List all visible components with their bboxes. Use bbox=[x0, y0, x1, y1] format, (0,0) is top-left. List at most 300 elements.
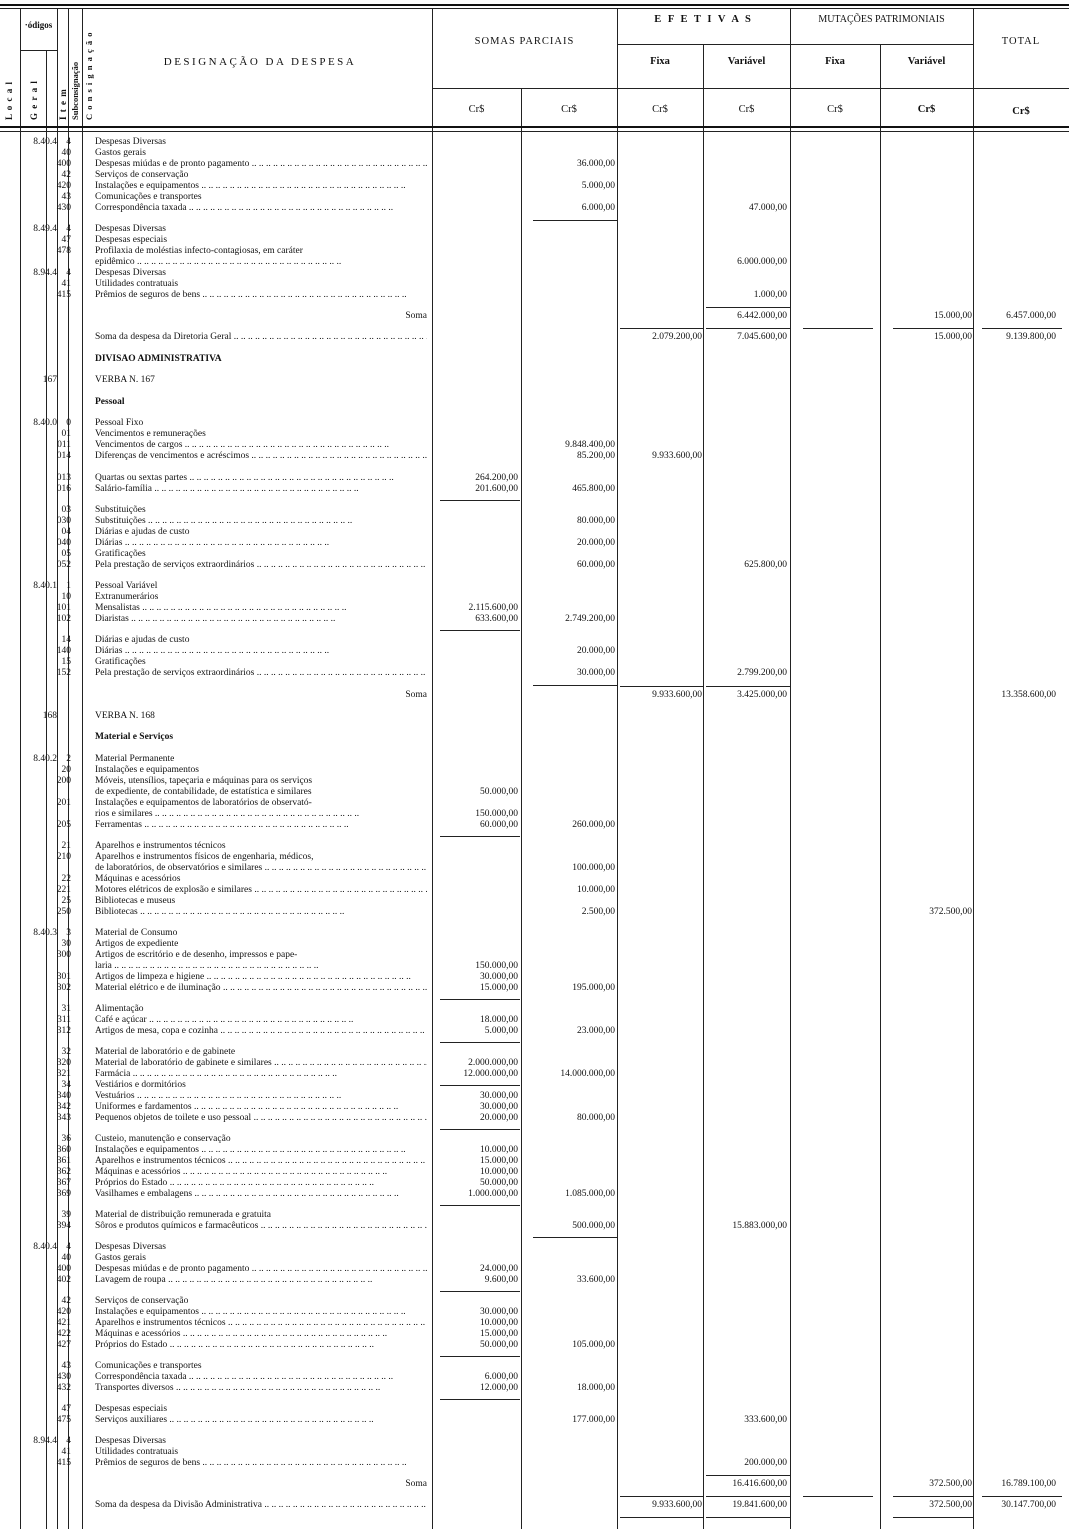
budget-row bbox=[0, 603, 1069, 614]
efetivas-variavel-value: 6.000.000,00 bbox=[737, 257, 787, 267]
budget-row bbox=[0, 257, 1069, 268]
budget-row bbox=[0, 1069, 1069, 1080]
designation: Próprios do Estado .. .. bbox=[95, 1340, 427, 1351]
mutacoes-fixa-header: Fixa bbox=[825, 56, 845, 67]
partial-sum-1: 201.600,00 bbox=[475, 484, 518, 494]
designation: Pela prestação de serviços extraordinários .. .. bbox=[95, 560, 427, 571]
partial-sum-1: 15.000,00 bbox=[480, 1329, 518, 1339]
subtotal-rule bbox=[440, 1291, 520, 1292]
designation: Material elétrico e de iluminação .. .. bbox=[95, 983, 427, 994]
subtotal-rule bbox=[533, 685, 617, 686]
code: 201 bbox=[56, 798, 71, 808]
code: 01 bbox=[61, 429, 71, 439]
budget-row bbox=[0, 1404, 1069, 1415]
budget-row bbox=[0, 754, 1069, 765]
code: 05 bbox=[61, 549, 71, 559]
budget-row bbox=[0, 1296, 1069, 1307]
partial-sum-1: 50.000,00 bbox=[480, 787, 518, 797]
partial-sum-2: 260.000,00 bbox=[572, 820, 615, 830]
designation: Artigos de mesa, copa e cozinha .. .. bbox=[95, 1026, 427, 1037]
partial-sum-2: 195.000,00 bbox=[572, 983, 615, 993]
designation: Despesas Diversas bbox=[95, 1242, 166, 1252]
budget-row bbox=[0, 1058, 1069, 1069]
budget-row bbox=[0, 1091, 1069, 1102]
subtotal-rule bbox=[533, 1237, 617, 1238]
partial-sum-1: 50.000,00 bbox=[480, 1178, 518, 1188]
partial-sum-1: 9.600,00 bbox=[484, 1275, 518, 1285]
code: 402 bbox=[56, 1275, 71, 1285]
designation: Serviços auxiliares .. .. bbox=[95, 1415, 427, 1426]
designation: Pessoal bbox=[95, 397, 125, 407]
designation: Diárias .. .. bbox=[95, 646, 427, 657]
designation: Correspondência taxada .. .. bbox=[95, 1372, 427, 1383]
subtotal-rule bbox=[620, 328, 703, 329]
designation: Instalações e equipamentos .. .. bbox=[95, 1145, 427, 1156]
designation: Aparelhos e instrumentos técnicos bbox=[95, 841, 226, 851]
code: 0 bbox=[66, 418, 71, 428]
subtotal-rule bbox=[706, 1517, 790, 1518]
budget-row bbox=[0, 863, 1069, 874]
designation: Despesas Diversas bbox=[95, 1436, 166, 1446]
code: 369 bbox=[56, 1189, 71, 1199]
designation: Diárias .. .. bbox=[95, 538, 427, 549]
budget-row bbox=[0, 429, 1069, 440]
budget-row bbox=[0, 159, 1069, 170]
top-border-thin bbox=[0, 8, 1069, 9]
code: 312 bbox=[56, 1026, 71, 1036]
subtotal-rule bbox=[706, 1475, 790, 1476]
code: 4 bbox=[66, 224, 71, 234]
partial-sum-2: 33.600,00 bbox=[577, 1275, 615, 1285]
partial-sum-1: 264.200,00 bbox=[475, 473, 518, 483]
designation: Comunicações e transportes bbox=[95, 192, 202, 202]
consignacao-header: C o n s i g n a ç ã o bbox=[84, 31, 94, 120]
code: 430 bbox=[56, 203, 71, 213]
budget-row bbox=[0, 961, 1069, 972]
budget-row bbox=[0, 440, 1069, 451]
designation: Material e Serviços bbox=[95, 732, 174, 742]
budget-row bbox=[0, 418, 1069, 429]
code: 342 bbox=[56, 1102, 71, 1112]
subtotal-rule bbox=[893, 328, 973, 329]
budget-row bbox=[0, 765, 1069, 776]
mutacoes-variavel-value: 372.500,00 bbox=[929, 907, 972, 917]
efetivas-variavel-value: 333.600,00 bbox=[744, 1415, 787, 1425]
subtotal-rule bbox=[440, 500, 520, 501]
designation: Pessoal Variável bbox=[95, 581, 158, 591]
designation: Gastos gerais bbox=[95, 1253, 146, 1263]
local-header: L o c a l bbox=[4, 80, 14, 120]
code: 3 bbox=[66, 928, 71, 938]
partial-sum-2: 105.000,00 bbox=[572, 1340, 615, 1350]
code: 21 bbox=[61, 841, 71, 851]
budget-row bbox=[0, 1167, 1069, 1178]
budget-row bbox=[0, 787, 1069, 798]
subtotal-rule bbox=[893, 1517, 973, 1518]
designation: Gratificações bbox=[95, 549, 146, 559]
designation: Material de laboratório de gabinete e similares .. .. bbox=[95, 1058, 427, 1069]
budget-row bbox=[0, 874, 1069, 885]
designation: Substituições bbox=[95, 505, 146, 515]
designation: Gastos gerais bbox=[95, 148, 146, 158]
budget-row bbox=[0, 1221, 1069, 1232]
designation: Vasilhames e embalagens .. .. bbox=[95, 1189, 427, 1200]
efetivas-variavel-value: 2.799.200,00 bbox=[737, 668, 787, 678]
code: 4 bbox=[66, 268, 71, 278]
efetivas-variavel-value: 3.425.000,00 bbox=[737, 690, 787, 700]
code: 422 bbox=[56, 1329, 71, 1339]
currency-header: Cr$ bbox=[652, 104, 668, 115]
efetivas-variavel-value: 15.883.000,00 bbox=[732, 1221, 787, 1231]
code: 250 bbox=[56, 907, 71, 917]
efetivas-header: E F E T I V A S bbox=[654, 14, 753, 25]
budget-row bbox=[0, 527, 1069, 538]
partial-sum-1: 150.000,00 bbox=[475, 809, 518, 819]
partial-sum-2: 1.085.000,00 bbox=[565, 1189, 615, 1199]
budget-row bbox=[0, 560, 1069, 571]
budget-row bbox=[0, 279, 1069, 290]
code: 040 bbox=[56, 538, 71, 548]
efetivas-fixa-value: 2.079.200,00 bbox=[652, 332, 702, 342]
partial-sum-2: 5.000,00 bbox=[581, 181, 615, 191]
code: 43 bbox=[61, 1361, 71, 1371]
designation: Vencimentos e remunerações bbox=[95, 429, 206, 439]
mutacoes-variavel-value: 372.500,00 bbox=[929, 1479, 972, 1489]
budget-row bbox=[0, 1189, 1069, 1200]
code: 47 bbox=[61, 235, 71, 245]
budget-row bbox=[0, 246, 1069, 257]
code: 41 bbox=[61, 1447, 71, 1457]
designation: Vencimentos de cargos .. .. bbox=[95, 440, 427, 451]
designation: Máquinas e acessórios .. .. bbox=[95, 1329, 427, 1340]
budget-row bbox=[0, 397, 1069, 408]
code: 20 bbox=[61, 765, 71, 775]
code: 4 bbox=[66, 1436, 71, 1446]
code: 200 bbox=[56, 776, 71, 786]
partial-sum-1: 20.000,00 bbox=[480, 1113, 518, 1123]
designation: Instalações e equipamentos bbox=[95, 765, 199, 775]
budget-row bbox=[0, 1210, 1069, 1221]
subtotal-rule bbox=[620, 686, 703, 687]
code: 40 bbox=[61, 148, 71, 158]
code: 140 bbox=[56, 646, 71, 656]
budget-row bbox=[0, 646, 1069, 657]
partial-sum-2: 465.800,00 bbox=[572, 484, 615, 494]
budget-row bbox=[0, 1242, 1069, 1253]
currency-header: Cr$ bbox=[917, 104, 936, 115]
currency-header: Cr$ bbox=[738, 104, 755, 115]
partial-sum-1: 12.000.000,00 bbox=[463, 1069, 518, 1079]
local-code: 8.94.4 bbox=[33, 1436, 57, 1446]
code: 052 bbox=[56, 560, 71, 570]
budget-row bbox=[0, 614, 1069, 625]
budget-row bbox=[0, 1500, 1069, 1511]
budget-row bbox=[0, 451, 1069, 462]
partial-sum-2: 177.000,00 bbox=[572, 1415, 615, 1425]
budget-row bbox=[0, 1156, 1069, 1167]
designation: Uniformes e fardamentos .. .. bbox=[95, 1102, 427, 1113]
designation: Sôros e produtos químicos e farmacêuticos .. .. bbox=[95, 1221, 427, 1232]
designation: Artigos de escritório e de desenho, impressos e pape- bbox=[95, 950, 298, 960]
partial-sum-2: 60.000,00 bbox=[577, 560, 615, 570]
partial-sum-1: 6.000,00 bbox=[484, 1372, 518, 1382]
partial-sum-1: 18.000,00 bbox=[480, 1015, 518, 1025]
item-header: I t e m bbox=[58, 88, 68, 120]
budget-row bbox=[0, 1318, 1069, 1329]
code: 013 bbox=[56, 473, 71, 483]
designation: Utilidades contratuais bbox=[95, 279, 179, 289]
budget-row bbox=[0, 148, 1069, 159]
designation: Vestuários .. .. bbox=[95, 1091, 427, 1102]
efetivas-variavel-value: 19.841.600,00 bbox=[732, 1500, 787, 1510]
partial-sum-2: 14.000.000,00 bbox=[560, 1069, 615, 1079]
partial-sum-2: 30.000,00 bbox=[577, 668, 615, 678]
code: 34 bbox=[61, 1080, 71, 1090]
budget-row bbox=[0, 137, 1069, 148]
code: 420 bbox=[56, 181, 71, 191]
partial-sum-2: 80.000,00 bbox=[577, 516, 615, 526]
code: 420 bbox=[56, 1307, 71, 1317]
efetivas-variavel-value: 16.416.600,00 bbox=[732, 1479, 787, 1489]
designation: Soma da despesa da Divisão Administrativa .. .. bbox=[95, 1500, 427, 1511]
designation: Alimentação bbox=[95, 1004, 144, 1014]
code: 102 bbox=[56, 614, 71, 624]
budget-row bbox=[0, 1015, 1069, 1026]
designation: Substituições .. .. bbox=[95, 516, 427, 527]
partial-sum-2: 500.000,00 bbox=[572, 1221, 615, 1231]
code: 367 bbox=[56, 1178, 71, 1188]
budget-row bbox=[0, 516, 1069, 527]
mutacoes-variavel-value: 15.000,00 bbox=[934, 332, 972, 342]
partial-sum-1: 15.000,00 bbox=[480, 1156, 518, 1166]
designation: laria .. .. bbox=[95, 961, 427, 972]
budget-row bbox=[0, 203, 1069, 214]
partial-sum-2: 6.000,00 bbox=[581, 203, 615, 213]
partial-sum-1: 2.115.600,00 bbox=[468, 603, 518, 613]
local-code: 8.40.0 bbox=[33, 418, 57, 428]
code: 36 bbox=[61, 1134, 71, 1144]
designation: de laboratórios, de observatórios e similares .. .. bbox=[95, 863, 427, 874]
code: 478 bbox=[56, 246, 71, 256]
designation: Despesas Diversas bbox=[95, 268, 166, 278]
designation: Bibliotecas e museus bbox=[95, 896, 176, 906]
subtotal-rule bbox=[893, 1496, 973, 1497]
designation: Aparelhos e instrumentos técnicos .. .. bbox=[95, 1156, 427, 1167]
code: 41 bbox=[61, 279, 71, 289]
budget-row bbox=[0, 1458, 1069, 1469]
code: 301 bbox=[56, 972, 71, 982]
budget-row bbox=[0, 711, 1069, 722]
designation: Mensalistas .. .. bbox=[95, 603, 427, 614]
budget-row bbox=[0, 972, 1069, 983]
code: 360 bbox=[56, 1145, 71, 1155]
budget-row bbox=[0, 1436, 1069, 1447]
budget-row bbox=[0, 657, 1069, 668]
designation: Aparelhos e instrumentos físicos de engenharia, médicos, bbox=[95, 852, 314, 862]
budget-row bbox=[0, 1253, 1069, 1264]
efetivas-fixa-value: 9.933.600,00 bbox=[652, 451, 702, 461]
designation: Pela prestação de serviços extraordinários .. .. bbox=[95, 668, 427, 679]
local-code: 8.94.4 bbox=[33, 268, 57, 278]
designation: rios e similares .. .. bbox=[95, 809, 427, 820]
designation: Serviços de conservação bbox=[95, 170, 189, 180]
code: 400 bbox=[56, 159, 71, 169]
designation: Prêmios de seguros de bens .. .. bbox=[95, 290, 427, 301]
total-value: 30.147.700,00 bbox=[1001, 1500, 1056, 1510]
partial-sum-2: 23.000,00 bbox=[577, 1026, 615, 1036]
budget-row bbox=[0, 290, 1069, 301]
code: 430 bbox=[56, 1372, 71, 1382]
partial-sum-1: 633.600,00 bbox=[475, 614, 518, 624]
partial-sum-1: 30.000,00 bbox=[480, 1307, 518, 1317]
code: 31 bbox=[61, 1004, 71, 1014]
code: 15 bbox=[61, 657, 71, 667]
local-code: 8.40.3 bbox=[33, 928, 57, 938]
budget-row bbox=[0, 1026, 1069, 1037]
total-value: 13.358.600,00 bbox=[1001, 690, 1056, 700]
designation: Móveis, utensílios, tapeçaria e máquinas para os serviços bbox=[95, 776, 313, 786]
subtotal-rule bbox=[440, 999, 520, 1000]
code: 302 bbox=[56, 983, 71, 993]
subtotal-rule bbox=[620, 1517, 703, 1518]
designation: Soma da despesa da Diretoria Geral .. .. bbox=[95, 332, 427, 343]
designation: de expediente, de contabilidade, de estatística e similares bbox=[95, 787, 312, 797]
designation: Máquinas e acessórios .. .. bbox=[95, 1167, 427, 1178]
subtotal-rule bbox=[706, 307, 790, 308]
budget-row bbox=[0, 592, 1069, 603]
subtotal-rule bbox=[982, 328, 1062, 329]
code: 210 bbox=[56, 852, 71, 862]
designacao-header: DESIGNAÇÃO DA DESPESA bbox=[163, 56, 357, 68]
designation: Vestiários e dormitórios bbox=[95, 1080, 186, 1090]
designation: Extranumerários bbox=[95, 592, 159, 602]
subtotal-rule bbox=[440, 836, 520, 837]
budget-row bbox=[0, 1080, 1069, 1091]
subtotal-rule bbox=[440, 1399, 520, 1400]
partial-sum-2: 18.000,00 bbox=[577, 1383, 615, 1393]
code: 343 bbox=[56, 1113, 71, 1123]
budget-row bbox=[0, 1307, 1069, 1318]
code: 10 bbox=[61, 592, 71, 602]
budget-row bbox=[0, 1340, 1069, 1351]
budget-row bbox=[0, 635, 1069, 646]
code: 14 bbox=[61, 635, 71, 645]
subconsignacao-header: Subconsignação bbox=[70, 61, 80, 120]
currency-header: Cr$ bbox=[827, 104, 843, 115]
designation: DIVISÃO ADMINISTRATIVA bbox=[95, 354, 222, 364]
designation: Máquinas e acessórios bbox=[95, 874, 181, 884]
budget-row bbox=[0, 1004, 1069, 1015]
local-code: 8.40.4 bbox=[33, 1242, 57, 1252]
designation: Material de Consumo bbox=[95, 928, 178, 938]
partial-sum-1: 1.000.000,00 bbox=[468, 1189, 518, 1199]
designation: Despesas especiais bbox=[95, 1404, 168, 1414]
partial-sum-2: 20.000,00 bbox=[577, 646, 615, 656]
budget-row bbox=[0, 538, 1069, 549]
code: 25 bbox=[61, 896, 71, 906]
partial-sum-2: 80.000,00 bbox=[577, 1113, 615, 1123]
designation: VERBA N. 167 bbox=[95, 375, 155, 385]
budget-row bbox=[0, 332, 1069, 343]
subtotal-rule bbox=[440, 1129, 520, 1130]
designation: Custeio, manutenção e conservação bbox=[95, 1134, 231, 1144]
designation: Lavagem de roupa .. .. bbox=[95, 1275, 427, 1286]
designation: Soma bbox=[405, 1479, 427, 1489]
code: 030 bbox=[56, 516, 71, 526]
designation: Café e açúcar .. .. bbox=[95, 1015, 427, 1026]
designation: Instalações e equipamentos .. .. bbox=[95, 181, 427, 192]
code: 340 bbox=[56, 1091, 71, 1101]
code: 475 bbox=[56, 1415, 71, 1425]
subtotal-rule bbox=[440, 1042, 520, 1043]
budget-row bbox=[0, 668, 1069, 679]
code: 152 bbox=[56, 668, 71, 678]
header-bottom-line bbox=[0, 126, 1069, 128]
budget-row bbox=[0, 928, 1069, 939]
local-code: 167 bbox=[42, 375, 57, 385]
local-code: 8.40.1 bbox=[33, 581, 57, 591]
designation: Profilaxia de moléstias infecto-contagiosas, em caráter bbox=[95, 246, 303, 256]
budget-row bbox=[0, 852, 1069, 863]
code: 321 bbox=[56, 1069, 71, 1079]
budget-row bbox=[0, 950, 1069, 961]
budget-row bbox=[0, 192, 1069, 203]
partial-sum-1: 12.000,00 bbox=[480, 1383, 518, 1393]
budget-row bbox=[0, 549, 1069, 560]
code: 362 bbox=[56, 1167, 71, 1177]
code: 361 bbox=[56, 1156, 71, 1166]
efetivas-variavel-value: 200.000,00 bbox=[744, 1458, 787, 1468]
somas-parciais-header: SOMAS PARCIAIS bbox=[474, 36, 575, 47]
budget-row bbox=[0, 235, 1069, 246]
budget-row bbox=[0, 809, 1069, 820]
budget-row bbox=[0, 1264, 1069, 1275]
code: 011 bbox=[57, 440, 71, 450]
code: 22 bbox=[61, 874, 71, 884]
designation: Despesas miúdas e de pronto pagamento .. .. bbox=[95, 159, 427, 170]
budget-row bbox=[0, 1134, 1069, 1145]
designation: epidêmico .. .. bbox=[95, 257, 427, 268]
designation: Despesas Diversas bbox=[95, 224, 166, 234]
efetivas-fixa-value: 9.933.600,00 bbox=[652, 690, 702, 700]
total-value: 16.789.100,00 bbox=[1001, 1479, 1056, 1489]
code: 32 bbox=[61, 1047, 71, 1057]
designation: Pessoal Fixo bbox=[95, 418, 144, 428]
partial-sum-2: 2.500,00 bbox=[581, 907, 615, 917]
local-code: 8.40.4 bbox=[33, 137, 57, 147]
partial-sum-2: 85.200,00 bbox=[577, 451, 615, 461]
mutacoes-variavel-header: Variável bbox=[907, 56, 946, 67]
designation: Próprios do Estado .. .. bbox=[95, 1178, 427, 1189]
mutacoes-header: MUTAÇÕES PATRIMONIAIS bbox=[818, 14, 945, 25]
efetivas-fixa-header: Fixa bbox=[650, 56, 670, 67]
designation: Aparelhos e instrumentos técnicos .. .. bbox=[95, 1318, 427, 1329]
partial-sum-1: 10.000,00 bbox=[480, 1167, 518, 1177]
mutacoes-variavel-value: 372.500,00 bbox=[929, 1500, 972, 1510]
budget-row bbox=[0, 1145, 1069, 1156]
budget-row bbox=[0, 776, 1069, 787]
budget-row bbox=[0, 939, 1069, 950]
budget-row bbox=[0, 1275, 1069, 1286]
subtotal-rule bbox=[982, 1496, 1062, 1497]
budget-row bbox=[0, 896, 1069, 907]
designation: Material de distribuição remunerada e gratuita bbox=[95, 1210, 271, 1220]
budget-row bbox=[0, 268, 1069, 279]
budget-row bbox=[0, 473, 1069, 484]
code: 4 bbox=[66, 1242, 71, 1252]
code: 427 bbox=[56, 1340, 71, 1350]
partial-sum-2: 36.000,00 bbox=[577, 159, 615, 169]
